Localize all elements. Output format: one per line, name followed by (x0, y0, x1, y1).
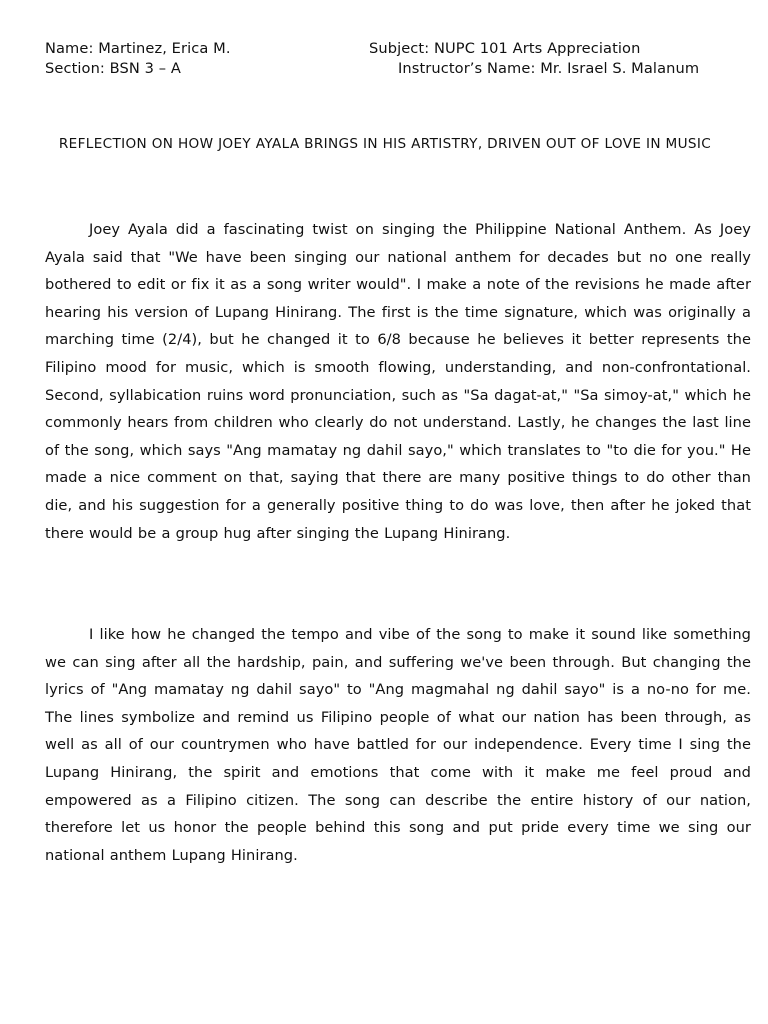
student-name: Name: Martinez, Erica M. (45, 40, 231, 57)
document-title: REFLECTION ON HOW JOEY AYALA BRINGS IN HIS ARTISTRY, DRIVEN OUT OF LOVE IN MUSIC (58, 136, 712, 152)
instructor-line: Instructor’s Name: Mr. Israel S. Malanum (398, 60, 700, 77)
paragraph-2: I like how he changed the tempo and vibe of the song to make it sound like something we can sing after all the hardship, pain, and suffering we've been through. But changing the lyrics of "Ang mamatay ng dahil sayo" to "Ang magmahal ng dahil sayo" is a no-no for me. The lines symbolize and remind us Filipino people of what our nation has been through, as well as all of our countrymen who have battled for our independence. Every time I sing the Lupang Hinirang, the spirit and emotions that come with it make me feel proud and empowered as a Filipino citizen. The song can describe the entire history of our nation, therefore let us honor the people behind this song and put pride every time we sing our national anthem Lupang Hinirang. (45, 626, 751, 864)
student-info (45, 39, 231, 79)
student-section: Section: BSN 3 – A (45, 60, 181, 77)
subject-line: Subject: NUPC 101 Arts Appreciation (369, 40, 641, 57)
course-info (369, 39, 699, 79)
paragraph-1: Joey Ayala did a fascinating twist on singing the Philippine National Anthem. As Joey Ayala said that "We have been singing our national anthem for decades but no one really bothered to edit or fix it as a song writer would". I make a note of the revisions he made after hearing his version of Lupang Hinirang. The first is the time signature, which was originally a marching time (2/4), but he changed it to 6/8 because he believes it better represents the Filipino mood for music, which is smooth flowing, understanding, and non-confrontational. Second, syllabication ruins word pronunciation, such as "Sa dagat-at," "Sa simoy-at," which he commonly hears from children who clearly do not understand. Lastly, he changes the last line of the song, which says "Ang mamatay ng dahil sayo," which translates to "to die for you." He made a nice comment on that, saying that there are many positive things to do other than die, and his suggestion for a generally positive thing to do was love, then after he joked that there would be a group hug after singing the Lupang Hinirang. (45, 221, 751, 542)
